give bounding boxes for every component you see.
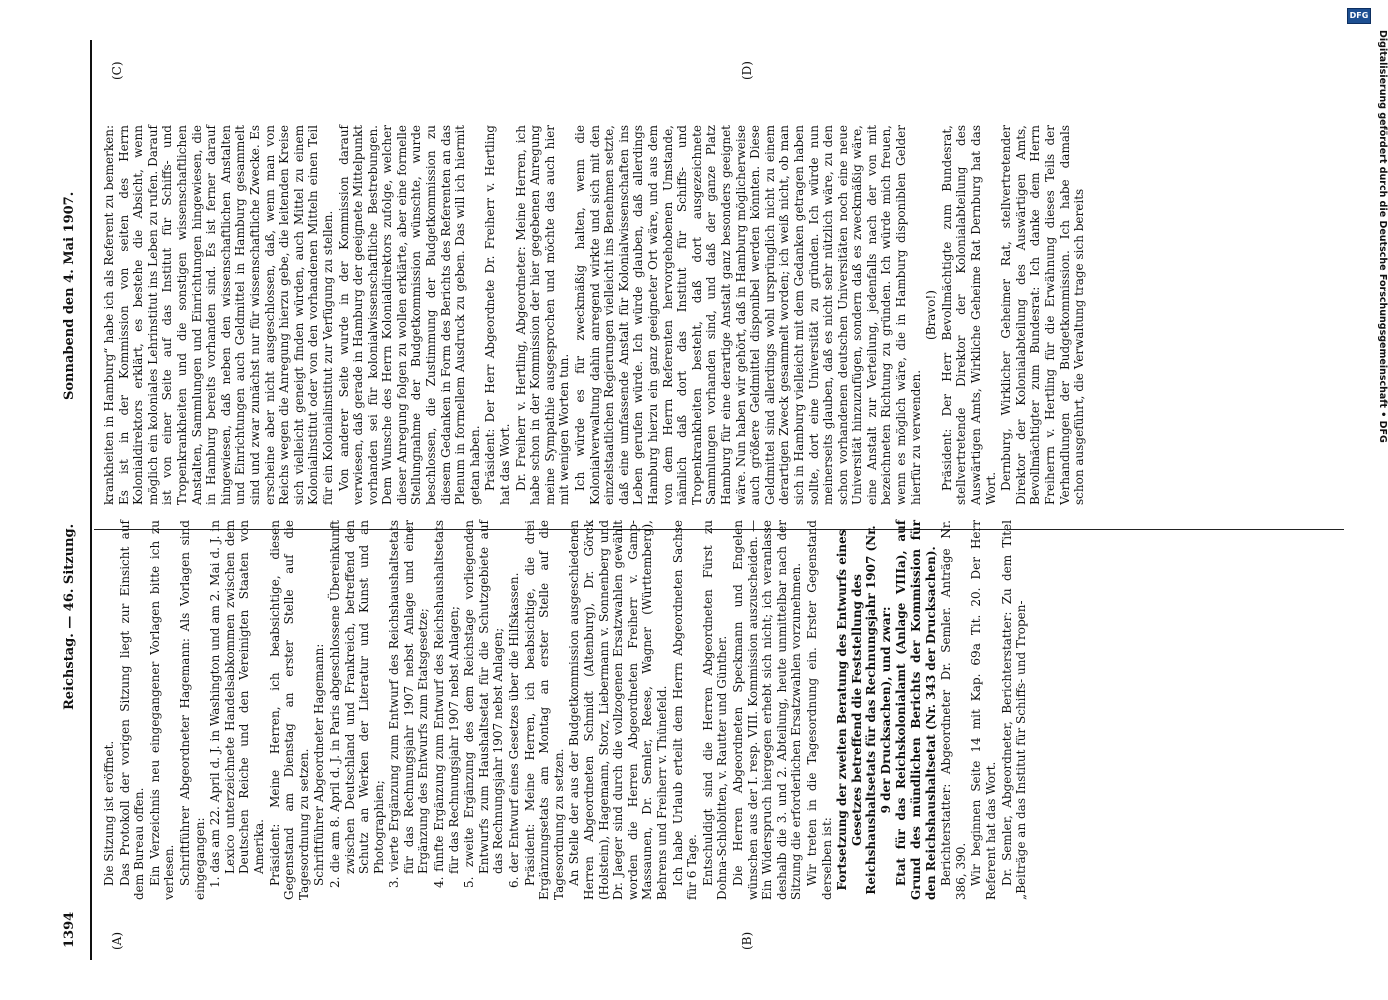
paragraph: krankheiten in Hamburg“ habe ich als Referent zu bemerken: Es ist in der Kommission von seiten des Herrn Kolonialdirektors erklärt, es bestehe die Absicht, wenn möglich ein koloniales Lehrinstitut ins Leben zu rufen. Darauf ist von einer Seite auf das Institut für Schiffs- und Tropenkrankheiten und die sonstigen wissenschaftlichen Anstalten, Sammlungen und Einrichtungen hingewiesen, die in Hamburg bereits vorhanden sind. Es ist ferner darauf hingewiesen, daß neben den wissenschaftlichen Anstalten und Einrichtungen auch Geldmittel in Hamburg gesammelt sind und zwar zunächst nur für wissenschaftliche Zwecke. Es erscheine aber nicht ausgeschlossen, daß, wenn man von Reichs wegen die Anregung hierzu gebe, die leitenden Kreise sich vielleicht geneigt finden würden, auch Mittel zu einem Kolonialinstitut oder von den vorhandenen Mitteln einen Teil für ein Kolonialinstitut zur Verfügung zu stellen.	[102, 125, 335, 505]
paragraph: Ein Verzeichnis neu eingegangener Vorlagen bitte ich zu verlesen.	[147, 520, 177, 900]
margin-mark-a: (A)	[110, 931, 124, 950]
interjection: (Bravo!)	[924, 290, 939, 340]
paragraph: Berichterstatter: Abgeordneter Dr. Semler. Anträge Nr. 386, 390.	[939, 520, 968, 900]
list-item: 1. das am 22. April d. J. in Washington und am 2. Mai d. J. in Lexico unterzeichnete Handelsabkommen zwischen dem Deutschen Reiche und den Vereinigten Staaten von Amerika.	[208, 520, 266, 888]
paragraph: Ich würde es für zweckmäßig halten, wenn die Kolonialverwaltung dahin anregend wirkte und sich mit den einzelstaatlichen Regierungen vielleicht ins Benehmen setzte, daß eine umfassende Anstalt für Kolonialwissenschaften ins Leben gerufen würde. Ich würde glauben, daß allerdings Hamburg hierzu ein ganz geeigneter Ort wäre, und aus dem von dem Herrn Referenten hervorgehobenen Umstande, nämlich daß dort das Institut für Schiffs- und Tropenkrankheiten besteht, daß dort ausgezeichnete Sammlungen vorhanden sind, und daß der ganze Platz Hamburg für eine derartige Anstalt ganz besonders geeignet wäre. Nun haben wir gehört, daß in Hamburg möglicherweise auch größere Geldmittel disponibel werden könnten. Diese Geldmittel sind allerdings wohl ursprünglich nicht zu einem derartigen Zweck gesammelt worden; ich weiß nicht, ob man sich in Hamburg vielleicht mit dem Gedanken getragen haben sollte, dort eine Universität zu gründen. Ich würde nun meinerseits glauben, daß es nicht sehr nützlich wäre, zu den schon vorhandenen deutschen Universitäten noch eine neue Universität hinzuzufügen, sondern daß es zweckmäßig wäre, eine Anstalt zur Verteilung, jedenfalls nach der von mit bezeichneten Richtung zu gründen. Ich würde mich freuen, wenn es möglich wäre, die in Hamburg disponiblen Gelder hierfür zu verwenden.	[573, 125, 923, 505]
paragraph: Das Protokoll der vorigen Sitzung liegt zur Einsicht auf dem Bureau offen.	[117, 520, 147, 900]
list-item: 5. zweite Ergänzung des dem Reichstage vorliegenden Entwurfs zum Haushaltsetat für die Schutzgebiete auf das Rechnungsjahr 1907 nebst Anlagen;	[462, 520, 506, 888]
list-item: 2. die am 8. April d. J. in Paris abgeschlossene Übereinkunft zwischen Deutschland und Frankreich, betreffend den Schutz an Werken der Literatur und Kunst und an Photographien;	[327, 520, 386, 888]
paragraph: Präsident: Der Herr Abgeordnete Dr. Freiherr v. Hertling hat das Wort.	[483, 125, 513, 505]
paragraph: Entschuldigt sind die Herren Abgeordneten Fürst zu Dohna-Schlobitten, v. Rautter und Günther.	[700, 520, 730, 900]
left-column	[102, 520, 1342, 900]
margin-mark-c: (C)	[110, 61, 124, 80]
right-column	[102, 125, 1342, 505]
paragraph: Die Sitzung ist eröffnet.	[102, 740, 116, 886]
digitization-note: Digitalisierung gefördert durch die Deutsche Forschungsgemeinschaft • DFG	[1377, 30, 1388, 443]
paragraph: Die Herren Abgeordneten Speckmann und Engelen wünschen aus der I. resp. VIII. Kommission auszuscheiden. — Ein Widerspruch hiergegen erhebt sich nicht; ich veranlasse deshalb die 3. und 2. Abteilung, heute unmittelbar nach der Sitzung die erforderlichen Ersatzwahlen vorzunehmen.	[730, 520, 804, 900]
paragraph: Wir treten in die Tagesordnung ein. Erster Gegenstand derselben ist:	[804, 520, 834, 900]
document-page	[50, 40, 1360, 960]
page-header	[50, 40, 92, 960]
page-number: 1394	[62, 911, 77, 948]
margin-mark-d: (D)	[740, 61, 754, 80]
margin-mark-b: (B)	[740, 931, 754, 950]
paragraph: An Stelle der aus der Budgetkommission ausgeschiedenen Herren Abgeordneten Schmidt (Altenburg), Dr. Görck (Holstein), Hagemann, Storz, Liebermann v. Sonnenberg und Dr. Jaeger sind durch die vollzogenen Ersatzwahlen gewählt worden die Herren Abgeordneten Freiherr v. Gamp-Massaunen, Dr. Semler, Reese, Wagner (Württemberg), Behrens und Freiherr v. Thünefeld.	[567, 520, 669, 900]
paragraph: Schriftführer Abgeordneter Hagemann:	[312, 643, 327, 886]
paragraph: Präsident: Der Herr Bevollmächtigte zum Bundesrat, stellvertretende Direktor der Kolonialabteilung des Auswärtigen Amts, Wirkliche Geheime Rat Dernburg hat das Wort.	[939, 125, 998, 505]
paragraph: Schriftführer Abgeordneter Hagemann: Als Vorlagen sind eingegangen:	[177, 520, 207, 900]
dfg-logo: DFG	[1347, 8, 1371, 24]
right-running-title: Sonnabend den 4. Mai 1907.	[62, 191, 77, 400]
paragraph: Etat für das Reichskolonialamt (Anlage VIIIa), auf Grund des mündlichen Berichts der Kommission für den Reichshaushaltsetat (Nr. 343 der Drucksachen).	[894, 520, 938, 900]
paragraph: Dr. Semler, Abgeordneter, Berichterstatter: Zu dem Titel „Beiträge an das Institut für Schiffs- und Tropen-	[999, 520, 1029, 900]
paragraph: Präsident: Meine Herren, ich beabsichtige, die drei Ergänzungsetats am Montag an erster Stelle auf die Tagesordnung zu setzen.	[522, 520, 566, 900]
paragraph: Ich habe Urlaub erteilt dem Herrn Abgeordneten Sachse für 6 Tage.	[670, 520, 700, 900]
left-running-title: Reichstag. — 46. Sitzung.	[62, 523, 77, 710]
paragraph: Dernburg, Wirklicher Geheimer Rat, stellvertretender Direktor der Kolonialabteilung des Auswärtigen Amts, Bevollmächtigter zum Bundesrat: Ich danke dem Herrn Freiherrn v. Hertling für die Erwähnung dieses Teils der Verhandlungen der Budgetkommission. Ich habe damals schon ausgeführt, die Verwaltung trage sich bereits	[999, 125, 1087, 505]
list-item: 6. der Entwurf eines Gesetzes über die Hilfskassen.	[507, 572, 522, 888]
list-item: 4. fünfte Ergänzung zum Entwurf des Reichshaushaltsetats für das Rechnungsjahr 1907 nebst Anlagen;	[432, 520, 461, 888]
paragraph: Präsident: Meine Herren, ich beabsichtige, diesen Gegenstand am Dienstag an erster Stelle auf die Tagesordnung zu setzen.	[267, 520, 311, 900]
paragraph: Dr. Freiherr v. Hertling, Abgeordneter: Meine Herren, ich habe schon in der Kommission der hier gegebenen Anregung meine Sympathie ausgesprochen und möchte das auch hier mit wenigen Worten tun.	[513, 125, 572, 505]
agenda-heading: Fortsetzung der zweiten Beratung des Entwurfs eines Gesetzes betreffend die Feststellung des Reichshaushaltsetats für das Rechnungsjahr 1907 (Nr. 9 der Drucksachen), und zwar:	[835, 525, 893, 895]
list-item: 3. vierte Ergänzung zum Entwurf des Reichshaushaltsetats für das Rechnungsjahr 1907 nebst Anlage und einer Ergänzung des Entwurfs zum Etatsgesetze;	[387, 520, 431, 888]
paragraph: Wir beginnen Seite 14 mit Kap. 69a Tit. 20. Der Herr Referent hat das Wort.	[969, 520, 999, 900]
paragraph: Von anderer Seite wurde in der Kommission darauf verwiesen, daß gerade in Hamburg der geeignete Mittelpunkt vorhanden sei für kolonialwissenschaftliche Bestrebungen. Dem Wunsche des Herrn Kolonialdirektors zufolge, welcher dieser Anregung folgen zu wollen erklärte, aber eine formelle Stellungnahme der Budgetkommission wünschte, wurde beschlossen, die Zustimmung der Budgetkommission zu diesem Gedanken in Form des Berichts des Referenten an das Plenum in formellem Ausdruck zu geben. Das will ich hiermit getan haben.	[336, 125, 482, 505]
